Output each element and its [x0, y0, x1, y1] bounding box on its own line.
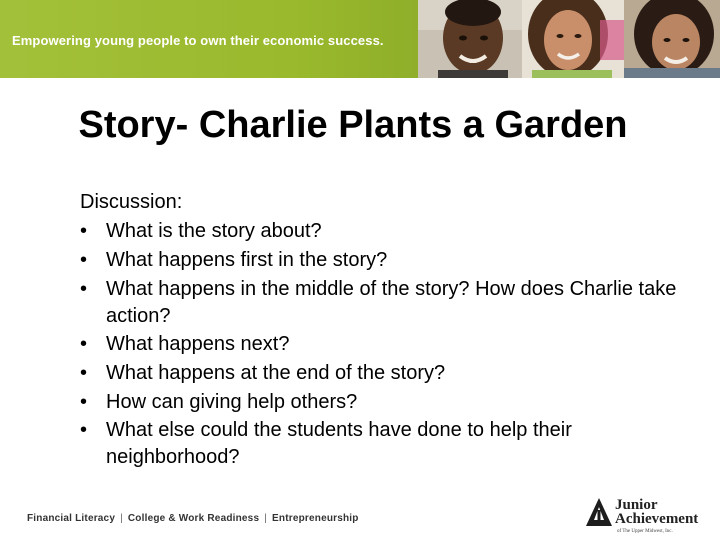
- footer-item-college-work: College & Work Readiness: [127, 513, 260, 524]
- footer-item-entrepreneurship: Entrepreneurship: [272, 513, 359, 524]
- discussion-heading: Discussion:: [80, 191, 183, 213]
- student-photo-2: [522, 0, 624, 78]
- tagline: Empowering young people to own their economic success.: [12, 33, 384, 48]
- slide-title: Story- Charlie Plants a Garden: [78, 104, 628, 146]
- bullet-icon: •: [80, 333, 88, 355]
- list-item: [80, 330, 680, 359]
- header-banner: [0, 0, 720, 78]
- logo-subtitle: of The Upper Midwest, Inc.: [617, 529, 673, 534]
- list-item: [80, 417, 680, 471]
- bullet-icon: •: [80, 278, 88, 300]
- slide-content: [80, 188, 680, 471]
- bullet-text: What happens next?: [106, 333, 290, 355]
- bullet-text: What is the story about?: [106, 220, 322, 242]
- bullet-icon: •: [80, 362, 88, 384]
- bullet-icon: •: [80, 249, 88, 271]
- bullet-icon: •: [80, 391, 88, 413]
- logo-line-1: Junior: [615, 497, 658, 513]
- list-item: [80, 246, 680, 275]
- logo-wordmark: [615, 498, 698, 526]
- bullet-text: What happens at the end of the story?: [106, 362, 446, 384]
- student-photo-1: [418, 0, 522, 78]
- list-item: [80, 217, 680, 246]
- junior-achievement-logo: [585, 496, 700, 540]
- bullet-text: What happens in the middle of the story? How does Charlie take action?: [106, 278, 677, 327]
- bullet-icon: •: [80, 220, 88, 242]
- bullet-icon: •: [80, 419, 88, 441]
- bullet-text: What else could the students have done to help their neighborhood?: [106, 419, 572, 468]
- bullet-list: [80, 217, 680, 471]
- logo-line-2: Achievement: [615, 511, 699, 527]
- list-item: [80, 388, 680, 417]
- bullet-text: What happens first in the story?: [106, 249, 388, 271]
- list-item: [80, 275, 680, 330]
- list-item: [80, 359, 680, 388]
- footer-separator: |: [264, 513, 268, 524]
- footer-separator: |: [120, 513, 123, 524]
- junior-achievement-logo-icon: [585, 496, 613, 528]
- bullet-text: How can giving help others?: [106, 391, 358, 413]
- footer-item-financial-literacy: Financial Literacy: [27, 513, 116, 524]
- student-photo-3: [624, 0, 720, 78]
- footer-programs: [27, 513, 359, 524]
